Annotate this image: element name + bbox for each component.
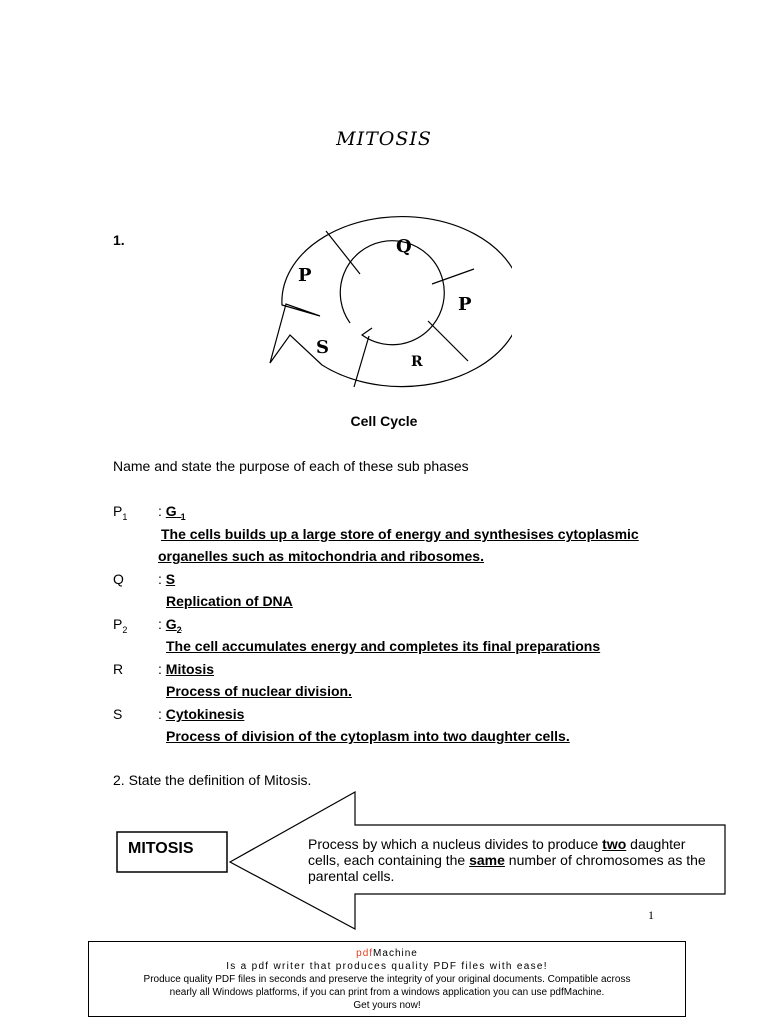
label-s: S — [316, 337, 329, 358]
phase-name-q: : S — [158, 571, 176, 587]
divider-p-r — [428, 321, 468, 361]
phase-label-p2: $P_2$ — [113, 616, 128, 635]
footer-line-3: nearly all Windows platforms, if you can print from a windows application you can use pdfMachine. — [169, 987, 605, 998]
divider-q-p — [432, 269, 474, 284]
phase-label-r: R — [113, 661, 124, 677]
footer-line-1: Is a pdf writer that produces quality PDF files with ease! — [226, 961, 548, 972]
mitosis-box-label: MITOSIS — [128, 840, 194, 857]
phase-name-p2: : $G_2$ — [158, 616, 182, 635]
mitosis-definition: Process by which a nucleus divides to produce two daughter cells, each containing the same number of chromosomes as the parental cells. — [308, 836, 706, 884]
phase-desc-q: Replication of DNA — [166, 593, 293, 609]
phase-desc-r: Process of nuclear division. — [166, 683, 352, 699]
phase-desc-p1-line1: The cells builds up a large store of energy and synthesises cytoplasmic — [161, 526, 639, 542]
phase-desc-p1-line2: organelles such as mitochondria and ribosomes. — [158, 548, 484, 564]
phase-desc-p2: The cell accumulates energy and completes its final preparations — [166, 638, 601, 654]
phase-label-q: Q — [113, 571, 124, 587]
question-1-number: 1. — [113, 232, 125, 248]
phase-name-s: : Cytokinesis — [158, 706, 245, 722]
question-1-instruction: Name and state the purpose of each of these sub phases — [113, 458, 469, 474]
cell-cycle-outer-ring — [270, 217, 512, 387]
label-q: Q — [396, 236, 412, 257]
divider-p-q — [326, 231, 360, 274]
phase-label-s: S — [113, 706, 123, 722]
footer-brand[interactable]: pdfMachine — [356, 948, 418, 959]
label-r: R — [411, 354, 423, 370]
label-p-left: P — [298, 265, 312, 286]
phase-label-p1: $P_1$ — [113, 503, 128, 522]
diagram-caption: Cell Cycle — [350, 413, 418, 429]
cell-cycle-inner-ring — [340, 241, 444, 345]
label-p-right: P — [458, 294, 472, 315]
divider-r-s — [354, 336, 369, 387]
phase-name-r: : Mitosis — [158, 661, 215, 677]
phase-desc-s: Process of division of the cytoplasm into two daughter cells. — [166, 728, 570, 744]
cell-cycle-diagram — [262, 215, 512, 405]
footer-line-4: Get yours now! — [353, 1000, 421, 1011]
phase-name-p1: : G $_1$ — [158, 503, 186, 522]
pdfmachine-footer — [88, 941, 686, 1017]
page-number: 1 — [648, 908, 654, 922]
footer-line-2: Produce quality PDF files in seconds and preserve the integrity of your original documents. Compatible across — [143, 974, 631, 985]
question-2-prompt: 2. State the definition of Mitosis. — [113, 772, 312, 788]
page-title: MITOSIS — [336, 128, 432, 150]
